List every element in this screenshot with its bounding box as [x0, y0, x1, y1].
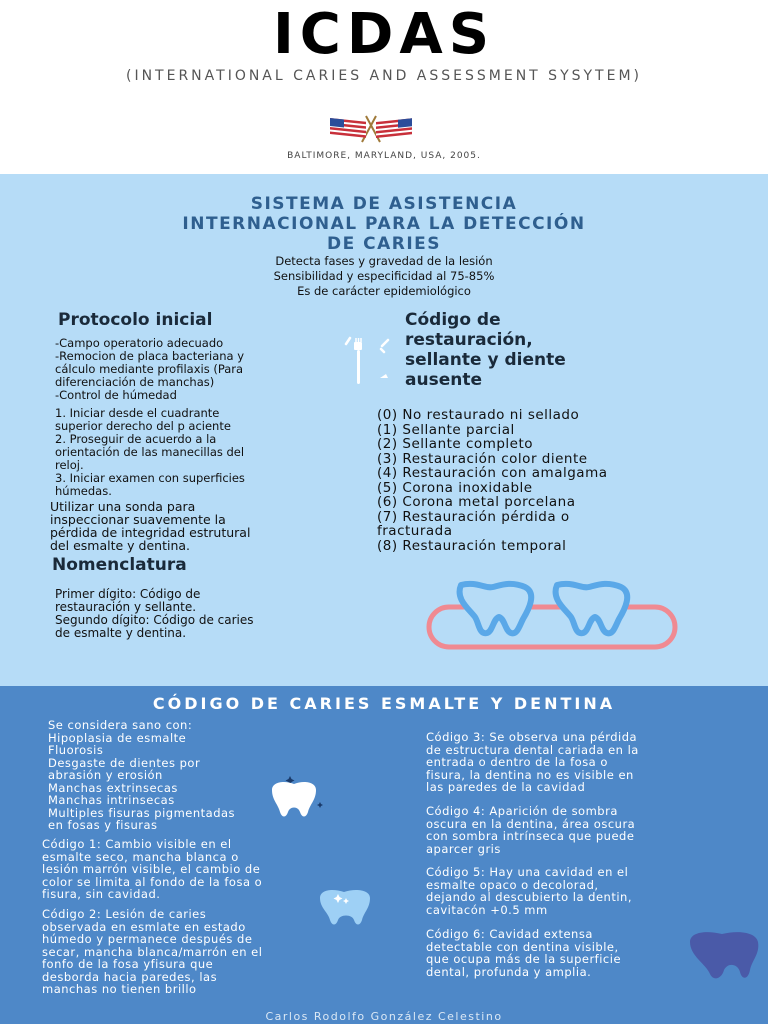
location-date: BALTIMORE, MARYLAND, USA, 2005. [287, 151, 481, 161]
code-5-line: esmalte opaco o decolorad, [426, 877, 599, 892]
nomenclature-line: de esmalte y dentina. [55, 626, 187, 640]
tooth-icon [264, 772, 328, 822]
code-5-line: dejando al descubierto la dentin, [426, 890, 632, 904]
code-2-line: observada en esmlate en estado [42, 919, 246, 934]
healthy-line: Hipoplasia de esmalte [48, 730, 187, 745]
code-5-text [426, 866, 726, 916]
teeth-gum-icon [425, 575, 680, 653]
author-name: Carlos Rodolfo González Celestino [265, 1010, 503, 1023]
code-3-line: entrada o dentro de la fosa o [426, 755, 608, 769]
healthy-line: Desgaste de dientes por [48, 755, 201, 770]
code-1-line: color se limita al fondo de la fosa o [42, 874, 263, 889]
restoration-code: (5) Corona inoxidable [377, 479, 533, 496]
code-1-line: lesión marrón visible, el cambio de [42, 862, 261, 876]
code-2-text [42, 908, 362, 996]
code-3-line: Código 3: Se observa una pérdida [426, 730, 638, 744]
code-2-line: húmedo y permanece después de [42, 932, 253, 946]
caries-codes-title: CÓDIGO DE CARIES ESMALTE Y DENTINA [152, 694, 616, 713]
step-line: 2. Proseguir de acuerdo a la [55, 432, 217, 446]
restoration-code: (1) Sellante parcial [377, 421, 515, 438]
restoration-heading [405, 310, 665, 390]
healthy-line: en fosas y fisuras [48, 818, 158, 832]
probe-line: del esmalte y dentina. [50, 538, 190, 553]
protocol-steps [55, 407, 340, 498]
feature-item: Detecta fases y gravedad de la lesión [275, 254, 493, 268]
feature-list [0, 254, 768, 299]
page-subtitle: (INTERNATIONAL CARIES AND ASSESSMENT SYSYTEM) [125, 68, 642, 84]
step-line: orientación de las manecillas del [55, 445, 245, 459]
code-3-line: fisura, la dentina no es visible en [426, 767, 634, 782]
healthy-line: Se considera sano con: [48, 718, 193, 732]
code-6-line: Código 6: Cavidad extensa [426, 927, 593, 941]
usa-flags-icon [328, 112, 414, 144]
section-title [90, 194, 678, 254]
code-3-line: las paredes de la cavidad [426, 780, 586, 794]
code-4-line: Código 4: Aparición de sombra [426, 804, 618, 818]
healthy-line: Fluorosis [48, 743, 104, 757]
nomenclature-line: Segundo dígito: Código de caries [55, 613, 254, 627]
nomenclature-line: Primer dígito: Código de [55, 587, 201, 601]
restoration-heading-line: ausente [405, 370, 482, 390]
healthy-line: Manchas extrinsecas [48, 780, 178, 795]
section-title-line: SISTEMA DE ASISTENCIA [250, 194, 518, 214]
healthy-line: Manchas intrinsecas [48, 793, 175, 807]
code-4-line: aparcer gris [426, 841, 501, 856]
restoration-heading-line: restauración, [405, 330, 533, 350]
code-2-line: fonfo de la fosa yfisura que [42, 957, 214, 971]
step-line: 3. Iniciar examen con superficies [55, 471, 245, 485]
code-5-line: Código 5: Hay una cavidad en el [426, 865, 629, 879]
protocol-item: -Campo operatorio adecuado [55, 336, 224, 350]
code-5-line: cavitacón +0.5 mm [426, 902, 548, 917]
nomenclature-text [55, 588, 355, 640]
restoration-code: (7) Restauración pérdida o [377, 508, 570, 525]
code-2-line: Código 2: Lesión de caries [42, 907, 207, 921]
step-line: 1. Iniciar desde el cuadrante [55, 406, 220, 420]
protocol-item: cálculo mediante profilaxis (Para [55, 362, 244, 376]
code-2-line: desborda hacia paredes, las [42, 969, 218, 984]
restoration-heading-line: sellante y diente [405, 350, 566, 370]
protocol-item: -Control de húmedad [55, 388, 177, 402]
code-6-line: detectable con dentina visible, [426, 939, 619, 954]
code-6-line: que ocupa más de la superficie [426, 952, 622, 966]
feature-item: Sensibilidad y especificidad al 75-85% [273, 269, 495, 283]
probe-line: Utilizar una sonda para [50, 499, 196, 514]
code-6-text [426, 928, 726, 978]
code-4-text [426, 805, 726, 855]
dental-tools-icon [342, 336, 398, 388]
code-6-line: dental, profunda y amplia. [426, 964, 592, 979]
healthy-line: Multiples fisuras pigmentadas [48, 805, 236, 820]
protocol-list [55, 337, 345, 402]
restoration-code: (3) Restauración color diente [377, 450, 588, 467]
healthy-line: abrasión y erosión [48, 768, 163, 782]
code-2-line: secar, mancha blanca/marrón en el [42, 944, 263, 959]
code-1-line: fisura, sin cavidad. [42, 887, 161, 901]
restoration-code-list [377, 408, 717, 553]
nomenclature-heading: Nomenclatura [52, 555, 187, 575]
section-title-line: INTERNACIONAL PARA LA DETECCIÓN [182, 214, 586, 234]
code-3-line: de estructura dental cariada en la [426, 742, 639, 757]
code-1-line: Código 1: Cambio visible en el [42, 837, 232, 851]
restoration-heading-line: Código de [405, 310, 501, 330]
restoration-code: (2) Sellante completo [377, 436, 534, 452]
restoration-code: (8) Restauración temporal [377, 537, 567, 554]
step-line: húmedas. [55, 484, 112, 498]
code-4-line: oscura en la dentina, área oscura [426, 816, 636, 831]
restoration-code: fracturada [377, 523, 453, 539]
nomenclature-line: restauración y sellante. [55, 600, 197, 614]
code-2-line: manchas no tienen brillo [42, 982, 197, 996]
section-title-line: DE CARIES [326, 234, 442, 254]
probe-line: pérdida de integridad estrutural [50, 525, 251, 540]
code-4-line: con sombra intrínseca que puede [426, 829, 635, 843]
feature-item: Es de carácter epidemiológico [297, 284, 471, 298]
restoration-code: (6) Corona metal porcelana [377, 494, 576, 510]
step-line: reloj. [55, 458, 84, 472]
probe-instructions [50, 500, 320, 552]
page-title: ICDAS [272, 2, 496, 67]
restoration-code: (4) Restauración con amalgama [377, 465, 608, 481]
protocol-heading: Protocolo inicial [58, 310, 213, 330]
protocol-item: diferenciación de manchas) [55, 375, 215, 389]
code-3-text [426, 731, 726, 794]
restoration-code: (0) No restaurado ni sellado [377, 407, 580, 423]
code-1-line: esmalte seco, mancha blanca o [42, 849, 239, 864]
step-line: superior derecho del p aciente [55, 419, 231, 433]
protocol-item: -Remocion de placa bacteriana y [55, 349, 245, 363]
probe-line: inspeccionar suavemente la [50, 512, 226, 527]
